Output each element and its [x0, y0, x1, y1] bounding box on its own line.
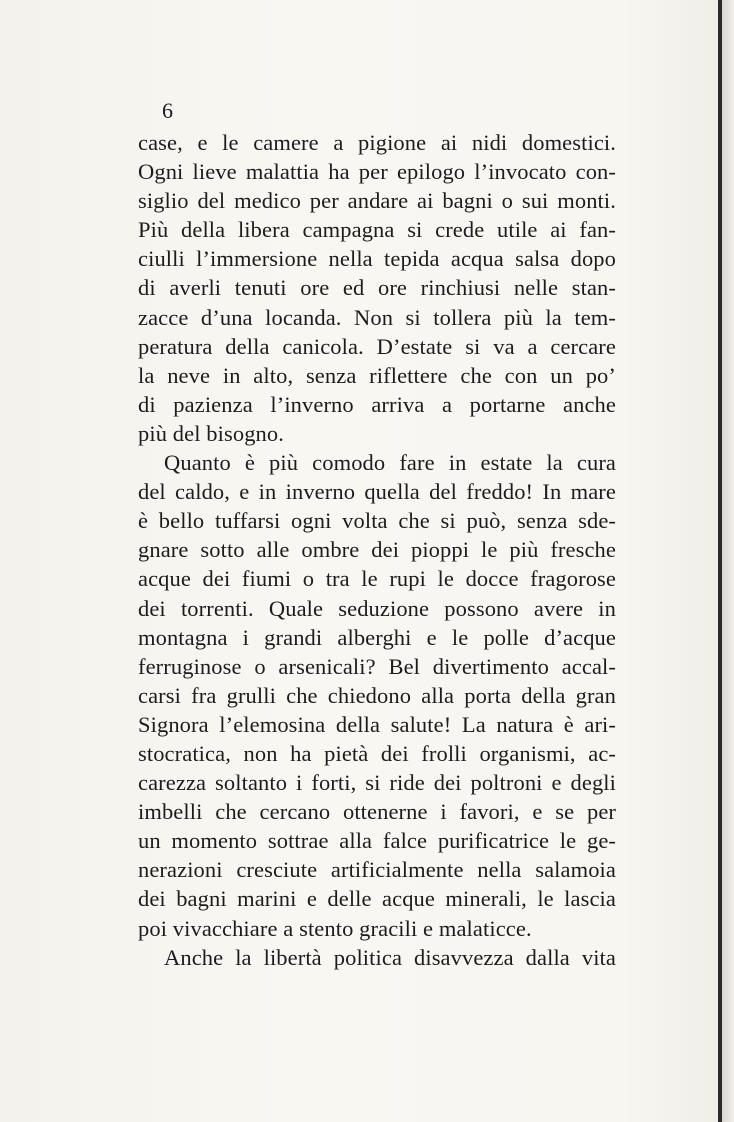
page-edge-shadow — [722, 0, 734, 1122]
text-line: la neve in alto, senza riflettere che con un po’ — [138, 362, 616, 388]
text-line: ferruginose o arsenicali? Bel divertimento accal- — [138, 653, 616, 679]
paragraph-1 — [138, 128, 616, 448]
text-line: più del bisogno. — [138, 420, 284, 446]
text-line: ciulli l’immersione nella tepida acqua salsa dopo — [138, 246, 616, 272]
text-line: peratura della canicola. D’estate si va a cercare — [138, 333, 616, 359]
text-line: dei bagni marini e delle acque minerali, le lascia — [138, 886, 616, 912]
text-line: siglio del medico per andare ai bagni o sui monti. — [138, 188, 616, 214]
text-line: gnare sotto alle ombre dei pioppi le più fresche — [138, 537, 616, 563]
text-line: stocratica, non ha pietà dei frolli organismi, ac- — [138, 740, 616, 766]
page-edge — [718, 0, 722, 1122]
text-line: è bello tuffarsi ogni volta che si può, senza sde- — [138, 508, 616, 534]
text-line: Anche la libertà politica disavvezza dalla vita — [164, 944, 616, 970]
text-line: Quanto è più comodo fare in estate la cura — [164, 450, 616, 476]
text-line: zacce d’una locanda. Non si tollera più la tem- — [138, 304, 616, 330]
text-line: Signora l’elemosina della salute! La natura è ari- — [138, 711, 616, 737]
text-line: montagna i grandi alberghi e le polle d’acque — [138, 624, 616, 650]
text-line: Più della libera campagna si crede utile ai fan- — [138, 217, 616, 243]
text-line: Ogni lieve malattia ha per epilogo l’invocato con- — [138, 159, 616, 185]
text-line: poi vivacchiare a stento gracili e malaticce. — [138, 915, 532, 941]
text-line: del caldo, e in inverno quella del freddo! In mare — [138, 479, 616, 505]
text-line: un momento sottrae alla falce purificatrice le ge- — [138, 828, 616, 854]
paragraph-3 — [138, 943, 616, 972]
body-text — [138, 128, 616, 972]
page-number: 6 — [162, 98, 173, 123]
text-line: di pazienza l’inverno arriva a portarne anche — [138, 391, 616, 417]
text-line: imbelli che cercano ottenerne i favori, e se per — [138, 799, 616, 825]
text-line: carezza soltanto i forti, si ride dei poltroni e degli — [138, 770, 616, 796]
text-line: case, e le camere a pigione ai nidi domestici. — [138, 130, 616, 155]
text-line: carsi fra grulli che chiedono alla porta della gran — [138, 682, 616, 708]
text-line: nerazioni cresciute artificialmente nella salamoia — [138, 857, 616, 883]
paragraph-2 — [138, 448, 616, 943]
text-line: dei torrenti. Quale seduzione possono avere in — [138, 595, 616, 621]
text-line: di averli tenuti ore ed ore rinchiusi nelle stan- — [138, 275, 616, 301]
text-line: acque dei fiumi o tra le rupi le docce fragorose — [138, 566, 616, 592]
